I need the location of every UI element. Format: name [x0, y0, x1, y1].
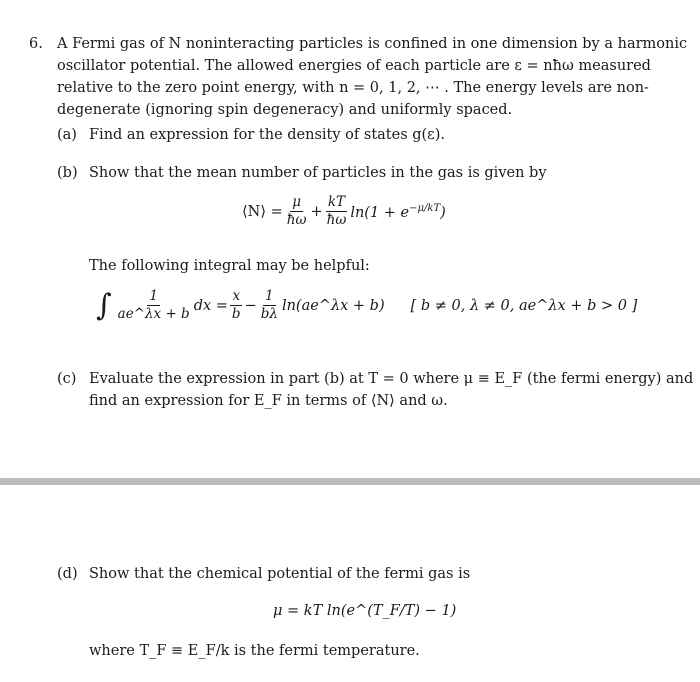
fraction-mu-hbar-omega: $\frac{\mu}{ħ\omega}$ — [286, 194, 307, 228]
part-d-label: (d) — [57, 566, 78, 582]
fraction-x-b: $\frac{x}{b}$ — [231, 288, 241, 322]
integral-equation: ∫ $\frac{1}{ae\^{}\lambda x + b}$ dx = $\frac{x}{b}$ − $\frac{1}{b\lambda}$ ln(ae^λx + b) [ b ≠ 0, λ ≠ 0, ae^λx + b > 0 ] — [96, 288, 638, 323]
chemical-potential-equation: μ = kT ln(e^(T_F/T) − 1) — [273, 603, 457, 619]
integral-hint: The following integral may be helpful: — [89, 258, 370, 274]
intro-line-4: degenerate (ignoring spin degeneracy) and uniformly spaced. — [57, 102, 513, 118]
fraction-kt-hbar-omega: $\frac{kT}{ħ\omega}$ — [326, 194, 347, 228]
intro-line-2: oscillator potential. The allowed energies of each particle are ε = nħω measured — [57, 58, 651, 74]
part-b-label: (b) — [57, 165, 78, 181]
part-c-line-2: find an expression for E_F in terms of ⟨N⟩ and ω. — [89, 393, 448, 409]
page-divider — [0, 478, 700, 485]
intro-line-1: A Fermi gas of N noninteracting particles is confined in one dimension by a harmonic — [57, 36, 688, 52]
fraction-1-b-lambda: $\frac{1}{b\lambda}$ — [260, 288, 278, 322]
part-d-text: Show that the chemical potential of the fermi gas is — [89, 566, 471, 582]
fermi-temperature-definition: where T_F ≡ E_F/k is the fermi temperature. — [89, 643, 420, 659]
part-c-label: (c) — [57, 371, 77, 387]
part-a-label: (a) — [57, 127, 77, 143]
log-term: $\ln(1 + e^{-\mu/kT})$ — [350, 202, 446, 221]
integrand-fraction: $\frac{1}{ae\^{}\lambda x + b}$ — [117, 288, 190, 322]
integral-sign: ∫ — [96, 288, 112, 323]
eq-lhs: ⟨N⟩ = — [242, 203, 283, 220]
integral-log-term: ln(ae^λx + b) — [281, 297, 385, 314]
problem-number: 6. — [29, 36, 43, 52]
part-a-text: Find an expression for the density of states g(ε). — [89, 127, 445, 143]
integral-condition: [ b ≠ 0, λ ≠ 0, ae^λx + b > 0 ] — [410, 297, 638, 314]
mean-number-equation: ⟨N⟩ = $\frac{\mu}{ħ\omega}$ + $\frac{kT}{ħ\omega}$ $\ln(1 + e^{-\mu/kT})$ — [242, 194, 446, 228]
part-c-text — [89, 368, 693, 412]
problem-intro — [57, 33, 687, 121]
intro-line-3: relative to the zero point energy, with n = 0, 1, 2, ⋯ . The energy levels are non- — [57, 80, 649, 96]
part-c-line-1: Evaluate the expression in part (b) at T = 0 where μ ≡ E_F (the fermi energy) and — [89, 371, 694, 387]
part-b-text: Show that the mean number of particles in the gas is given by — [89, 165, 547, 181]
